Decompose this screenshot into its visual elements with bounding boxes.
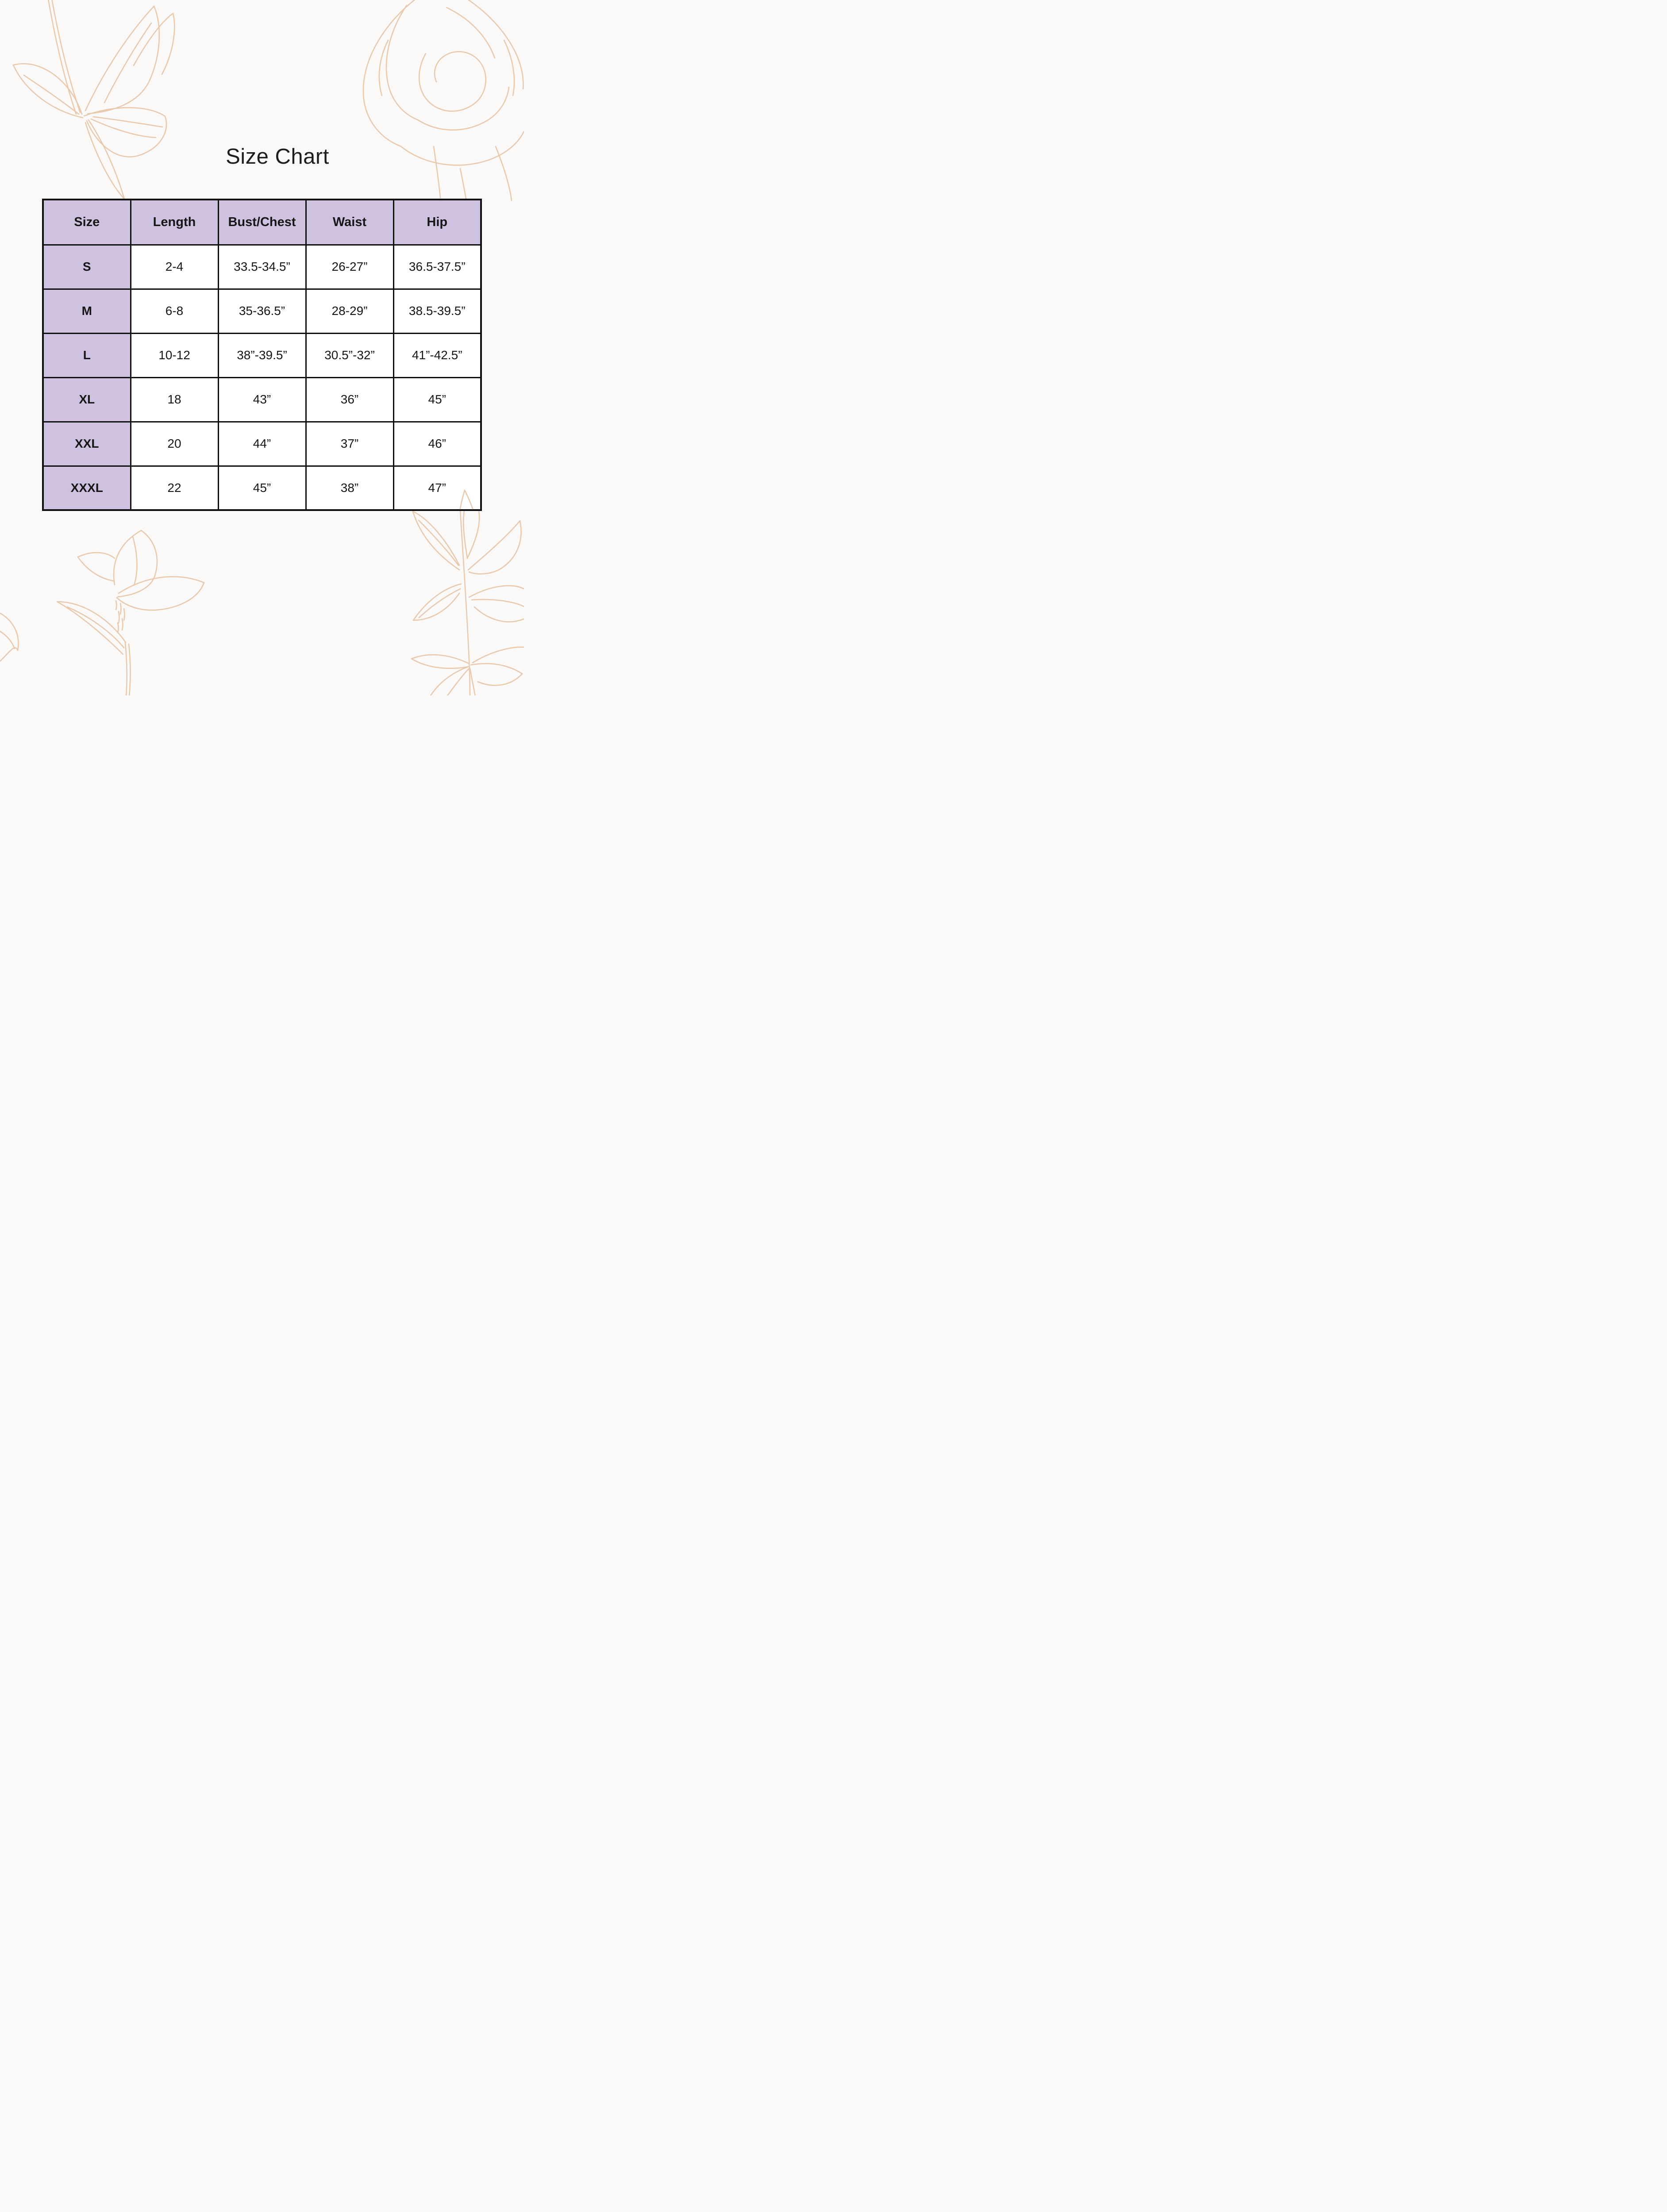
waist-cell: 30.5”-32” — [306, 333, 393, 377]
waist-cell: 37” — [306, 422, 393, 466]
size-cell: S — [43, 245, 131, 289]
header-cell-waist: Waist — [306, 200, 393, 245]
page-title: Size Chart — [226, 145, 329, 169]
table-row — [43, 377, 481, 422]
bust-cell: 33.5-34.5” — [218, 245, 306, 289]
header-cell-hip: Hip — [393, 200, 481, 245]
table-row — [43, 422, 481, 466]
bottom-right-branch-illustration — [412, 511, 524, 695]
hip-cell: 45” — [393, 377, 481, 422]
waist-cell: 26-27” — [306, 245, 393, 289]
size-cell: XXL — [43, 422, 131, 466]
bust-cell: 45” — [218, 466, 306, 510]
size-cell: M — [43, 289, 131, 333]
length-cell: 18 — [131, 377, 218, 422]
bust-cell: 44” — [218, 422, 306, 466]
table-row — [43, 333, 481, 377]
hip-cell: 38.5-39.5” — [393, 289, 481, 333]
header-cell-bust-chest: Bust/Chest — [218, 200, 306, 245]
length-cell: 10-12 — [131, 333, 218, 377]
bust-cell: 35-36.5” — [218, 289, 306, 333]
table-row — [43, 466, 481, 510]
bottom-left-magnolia-illustration — [57, 530, 204, 695]
hip-cell: 36.5-37.5” — [393, 245, 481, 289]
size-cell: L — [43, 333, 131, 377]
bust-cell: 43” — [218, 377, 306, 422]
table-row — [43, 289, 481, 333]
length-cell: 20 — [131, 422, 218, 466]
waist-cell: 38” — [306, 466, 393, 510]
hip-cell: 46” — [393, 422, 481, 466]
length-cell: 22 — [131, 466, 218, 510]
hip-cell: 41”-42.5” — [393, 333, 481, 377]
size-cell: XXXL — [43, 466, 131, 510]
size-chart-table — [42, 199, 482, 509]
top-left-flower-illustration — [13, 0, 174, 199]
bust-cell: 38”-39.5” — [218, 333, 306, 377]
size-cell: XL — [43, 377, 131, 422]
length-cell: 2-4 — [131, 245, 218, 289]
waist-cell: 36” — [306, 377, 393, 422]
waist-cell: 28-29” — [306, 289, 393, 333]
header-cell-size: Size — [43, 200, 131, 245]
top-right-peony-illustration — [363, 0, 524, 211]
table-header-row — [43, 200, 481, 245]
hip-cell: 47” — [393, 466, 481, 510]
bottom-left-partial-leaf-illustration — [0, 611, 18, 664]
length-cell: 6-8 — [131, 289, 218, 333]
header-cell-length: Length — [131, 200, 218, 245]
table-row — [43, 245, 481, 289]
